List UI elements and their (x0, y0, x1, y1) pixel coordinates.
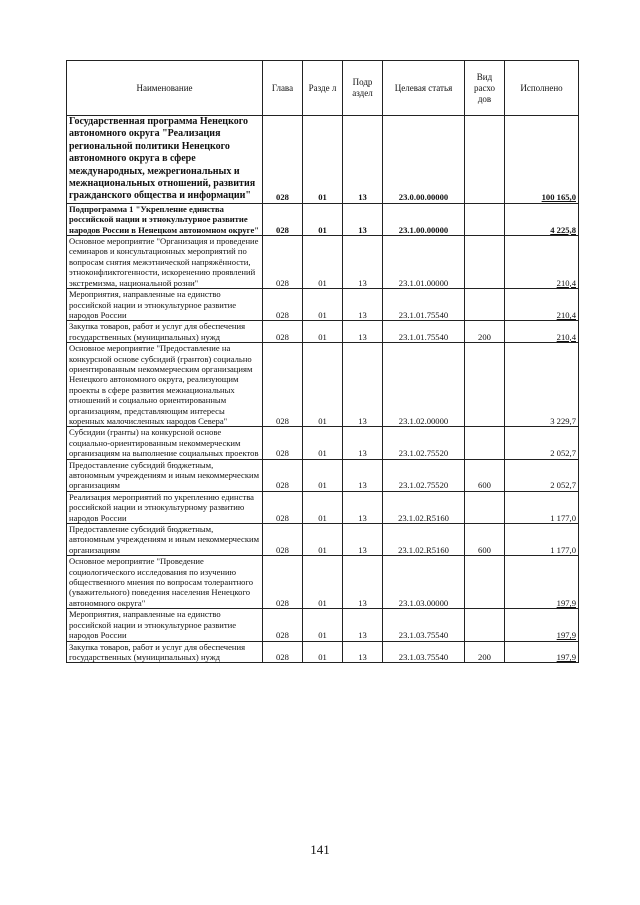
row-expense-type (465, 609, 505, 641)
row-chapter: 028 (263, 556, 303, 609)
row-section: 01 (303, 203, 343, 235)
table-row (67, 427, 579, 459)
row-target: 23.1.02.R5160 (383, 491, 465, 523)
row-section: 01 (303, 116, 343, 204)
row-chapter: 028 (263, 203, 303, 235)
row-expense-type (465, 343, 505, 427)
row-chapter: 028 (263, 427, 303, 459)
row-target: 23.1.01.00000 (383, 236, 465, 289)
row-executed: 210,4 (505, 321, 579, 343)
row-name: Субсидии (гранты) на конкурсной основе социально-ориентированным некоммерческим организациям на выполнение социальных проектов (67, 427, 263, 459)
row-chapter: 028 (263, 459, 303, 491)
row-subsection: 13 (343, 524, 383, 556)
row-executed: 197,9 (505, 609, 579, 641)
row-expense-type (465, 556, 505, 609)
row-name: Закупка товаров, работ и услуг для обеспечения государственных (муниципальных) нужд (67, 641, 263, 663)
row-name: Мероприятия, направленные на единство российской нации и этнокультурное развитие народов России (67, 289, 263, 321)
row-chapter: 028 (263, 491, 303, 523)
row-section: 01 (303, 343, 343, 427)
row-name: Реализация мероприятий по укреплению единства российской нации и этнокультурному развитию народов России (67, 491, 263, 523)
row-expense-type: 600 (465, 459, 505, 491)
row-expense-type (465, 116, 505, 204)
row-target: 23.1.01.75540 (383, 289, 465, 321)
row-subsection: 13 (343, 491, 383, 523)
row-subsection: 13 (343, 203, 383, 235)
row-chapter: 028 (263, 343, 303, 427)
table-row (67, 524, 579, 556)
row-chapter: 028 (263, 289, 303, 321)
header-chapter: Глава (263, 61, 303, 116)
table-row (67, 641, 579, 663)
row-chapter: 028 (263, 321, 303, 343)
row-chapter: 028 (263, 524, 303, 556)
header-subsection: Подр аздел (343, 61, 383, 116)
row-expense-type: 200 (465, 641, 505, 663)
row-expense-type (465, 427, 505, 459)
row-executed: 4 225,8 (505, 203, 579, 235)
row-target: 23.0.00.00000 (383, 116, 465, 204)
row-subsection: 13 (343, 321, 383, 343)
header-section: Разде л (303, 61, 343, 116)
header-expense-type: Вид расхо дов (465, 61, 505, 116)
row-target: 23.1.03.00000 (383, 556, 465, 609)
row-section: 01 (303, 236, 343, 289)
row-name: Государственная программа Ненецкого автономного округа "Реализация региональной политики Ненецкого автономного округа в сфере международных, межрегиональных и межнациональных отношений, развития гражданского общества и информации" (67, 116, 263, 204)
row-subsection: 13 (343, 116, 383, 204)
row-section: 01 (303, 491, 343, 523)
row-target: 23.1.02.75520 (383, 427, 465, 459)
row-section: 01 (303, 524, 343, 556)
table-row (67, 236, 579, 289)
table-row (67, 459, 579, 491)
row-name: Основное мероприятие "Предоставление на конкурсной основе субсидий (грантов) социально ориентированным некоммерческим организациям Ненецкого автономного округа, реализующим проекты в сфере развития межнациональных отношений и социально ориентированным организациям, представляющим интересы коренных малочисленных народов Севера" (67, 343, 263, 427)
row-target: 23.1.02.R5160 (383, 524, 465, 556)
row-section: 01 (303, 289, 343, 321)
budget-execution-table (66, 60, 579, 663)
row-section: 01 (303, 556, 343, 609)
row-section: 01 (303, 641, 343, 663)
row-target: 23.1.03.75540 (383, 641, 465, 663)
page-number: 141 (310, 842, 330, 857)
row-executed: 197,9 (505, 556, 579, 609)
row-target: 23.1.02.00000 (383, 343, 465, 427)
row-chapter: 028 (263, 641, 303, 663)
row-name: Мероприятия, направленные на единство российской нации и этнокультурное развитие народов России (67, 609, 263, 641)
row-subsection: 13 (343, 427, 383, 459)
table-row (67, 343, 579, 427)
row-chapter: 028 (263, 236, 303, 289)
table-row (67, 491, 579, 523)
row-chapter: 028 (263, 116, 303, 204)
row-name: Подпрограмма 1 "Укрепление единства российской нации и этнокультурное развитие народов России в Ненецком автономном округе" (67, 203, 263, 235)
row-name: Предоставление субсидий бюджетным, автономным учреждениям и иным некоммерческим организациям (67, 459, 263, 491)
table-row (67, 289, 579, 321)
row-subsection: 13 (343, 236, 383, 289)
row-section: 01 (303, 459, 343, 491)
row-subsection: 13 (343, 556, 383, 609)
row-executed: 197,9 (505, 641, 579, 663)
row-expense-type (465, 289, 505, 321)
header-target: Целевая статья (383, 61, 465, 116)
row-expense-type (465, 236, 505, 289)
row-target: 23.1.01.75540 (383, 321, 465, 343)
table-header-row (67, 61, 579, 116)
row-section: 01 (303, 321, 343, 343)
row-executed: 1 177,0 (505, 491, 579, 523)
table-row (67, 556, 579, 609)
row-target: 23.1.02.75520 (383, 459, 465, 491)
row-section: 01 (303, 427, 343, 459)
row-executed: 210,4 (505, 236, 579, 289)
header-executed: Исполнено (505, 61, 579, 116)
table-row (67, 321, 579, 343)
row-executed: 1 177,0 (505, 524, 579, 556)
row-subsection: 13 (343, 609, 383, 641)
row-expense-type: 600 (465, 524, 505, 556)
row-expense-type (465, 203, 505, 235)
row-name: Основное мероприятие "Проведение социологического исследования по изучению общественного мнения по вопросам толерантного (уважительного) поведения населения Ненецкого автономного округа" (67, 556, 263, 609)
row-executed: 100 165,0 (505, 116, 579, 204)
row-executed: 3 229,7 (505, 343, 579, 427)
row-name: Закупка товаров, работ и услуг для обеспечения государственных (муниципальных) нужд (67, 321, 263, 343)
row-subsection: 13 (343, 459, 383, 491)
row-target: 23.1.00.00000 (383, 203, 465, 235)
row-expense-type (465, 491, 505, 523)
table-row (67, 203, 579, 235)
table-row (67, 116, 579, 204)
row-target: 23.1.03.75540 (383, 609, 465, 641)
row-executed: 210,4 (505, 289, 579, 321)
row-subsection: 13 (343, 343, 383, 427)
row-subsection: 13 (343, 289, 383, 321)
table-row (67, 609, 579, 641)
header-name: Наименование (67, 61, 263, 116)
row-section: 01 (303, 609, 343, 641)
row-name: Основное мероприятие "Организация и проведение семинаров и консультационных мероприятий по вопросам снятия межэтнической напряжённости, этноконфликтогенности, искоренению проявлений экстремизма, национальной розни" (67, 236, 263, 289)
row-expense-type: 200 (465, 321, 505, 343)
row-subsection: 13 (343, 641, 383, 663)
row-name: Предоставление субсидий бюджетным, автономным учреждениям и иным некоммерческим организациям (67, 524, 263, 556)
row-chapter: 028 (263, 609, 303, 641)
row-executed: 2 052,7 (505, 459, 579, 491)
row-executed: 2 052,7 (505, 427, 579, 459)
